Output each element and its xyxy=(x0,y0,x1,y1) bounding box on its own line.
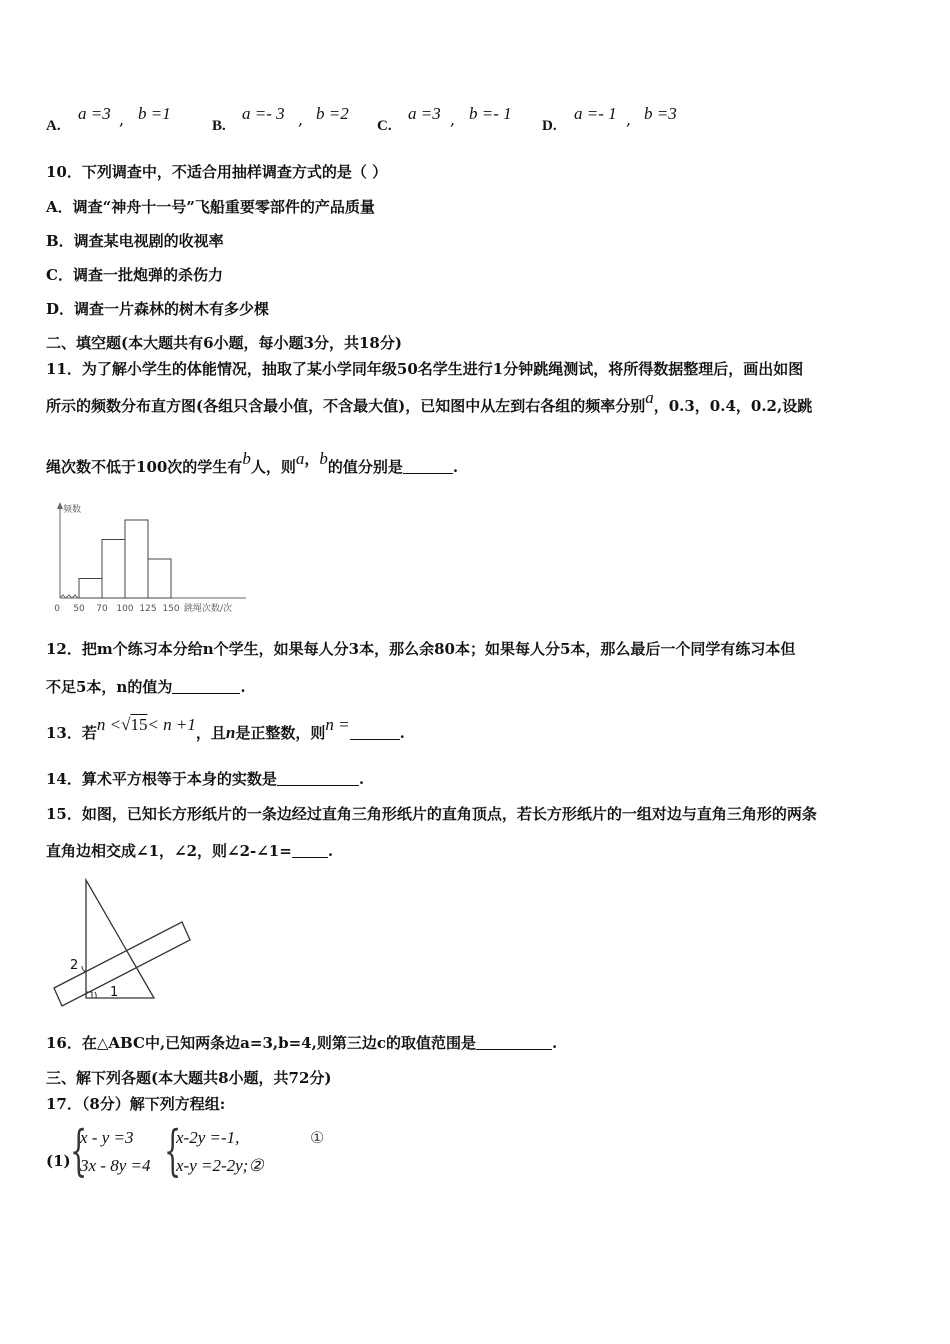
histogram-tick-label: 70 xyxy=(96,604,108,614)
angle-1-label: 1 xyxy=(110,985,119,1000)
option-a-label: A. xyxy=(46,118,61,134)
option-c-expr2: b =- 1 xyxy=(469,104,512,123)
q12-answer-blank xyxy=(172,679,240,694)
q10-option-c: C．调查一批炮弹的杀伤力 xyxy=(46,266,223,284)
histogram-tick-label: 150 xyxy=(162,604,180,614)
q15-line1: 15．如图，已知长方形纸片的一条边经过直角三角形纸片的直角顶点，若长方形纸片的一组对边与直角三角形的两条 xyxy=(46,805,817,823)
histogram-bar-50-70 xyxy=(79,579,102,599)
option-a-expr2: b =1 xyxy=(138,104,171,123)
q11-answer-blank xyxy=(403,459,453,474)
histogram-bar-70-100 xyxy=(102,540,125,599)
q14-answer-blank xyxy=(277,771,359,786)
q16-line: 16．在△ABC中,已知两条边a=3,b=4,则第三边c的取值范围是 . xyxy=(46,1034,558,1052)
q10-option-a: A．调查“神舟十一号”飞船重要零部件的产品质量 xyxy=(46,198,375,216)
q17-part-label: (1) xyxy=(46,1152,71,1170)
circle-1-marker: ① xyxy=(310,1128,325,1147)
option-b-expr1: a =- 3 xyxy=(242,104,285,123)
option-a-expr1: a =3 xyxy=(78,104,111,123)
var-b: b xyxy=(242,449,251,468)
option-c-label: C. xyxy=(377,118,392,134)
histogram-bar-125-150 xyxy=(148,559,171,598)
section-3-heading: 三、解下列各题(本大题共8小题，共72分) xyxy=(46,1069,332,1087)
q14-line: 14．算术平方根等于本身的实数是 . xyxy=(46,770,365,788)
system2-eq1: x-2y =-1, xyxy=(176,1128,240,1147)
section-2-heading: 二、填空题(本大题共有6小题，每小题3分，共18分) xyxy=(46,334,402,352)
option-d-expr1: a =- 1 xyxy=(574,104,617,123)
brace-icon: { xyxy=(70,1119,88,1182)
q17-part1 xyxy=(46,1119,366,1184)
histogram-bar-100-125 xyxy=(125,520,148,598)
right-triangle xyxy=(86,880,154,998)
q10-stem: 10．下列调查中，不适合用抽样调查方式的是（ ） xyxy=(46,163,388,181)
histogram-tick-label: 50 xyxy=(73,604,85,614)
q17-title: 17．（8分）解下列方程组: xyxy=(46,1095,226,1113)
q12-line2: 不足5本，n的值为 . xyxy=(46,678,246,696)
histogram-tick-label: 125 xyxy=(139,604,157,614)
q10-option-d: D．调查一片森林的树木有多少棵 xyxy=(46,300,270,318)
system2-eq2: x-y =2-2y;② xyxy=(176,1156,264,1175)
system1-eq1: x - y =3 xyxy=(80,1128,134,1147)
option-c-expr1: a =3 xyxy=(408,104,441,123)
q13-answer-blank xyxy=(350,725,400,740)
histogram-tick-label: 100 xyxy=(116,604,134,614)
q11-histogram xyxy=(46,500,256,618)
q16-answer-blank xyxy=(476,1035,552,1050)
option-d-expr2: b =3 xyxy=(644,104,677,123)
histogram-tick-label: 0 xyxy=(54,604,60,614)
histogram-y-label: 频数 xyxy=(63,505,82,515)
histogram-x-label: 跳绳次数/次 xyxy=(184,604,233,614)
q9-options: A. a =3 , b =1 B. a =- 3 , b =2 C. a =3 , b =- 1 D. a =- 1 , b =3 xyxy=(46,104,677,134)
system1-eq2: 3x - 8y =4 xyxy=(80,1156,151,1175)
q12-line1: 12．把m个练习本分给n个学生，如果每人分3本，那么余80本；如果每人分5本，那么最后一个同学有练习本但 xyxy=(46,640,796,658)
var-a: a xyxy=(645,388,654,407)
q11-line1: 11．为了解小学生的体能情况，抽取了某小学同年级50名学生进行1分钟跳绳测试，将所得数据整理后，画出如图 xyxy=(46,360,804,378)
option-d-label: D. xyxy=(542,118,557,134)
q13-line: 13．若n <√15< n +1，且n是正整数，则n = . xyxy=(46,715,405,742)
q10-option-b: B．调查某电视剧的收视率 xyxy=(46,232,224,250)
sqrt-icon: √15 xyxy=(121,715,148,734)
angle-2-label: 2 xyxy=(70,958,79,973)
option-b-label: B. xyxy=(212,118,226,134)
q11-line3: 绳次数不低于100次的学生有b人，则a，b的值分别是 . xyxy=(46,449,459,476)
option-b-expr2: b =2 xyxy=(316,104,349,123)
q15-answer-blank xyxy=(292,843,328,858)
q15-line2: 直角边相交成∠1，∠2，则∠2-∠1= . xyxy=(46,842,334,860)
q15-figure xyxy=(46,874,196,1014)
brace-icon: { xyxy=(164,1119,182,1182)
q11-line2: 所示的频数分布直方图(各组只含最小值，不含最大值)，已知图中从左到右各组的频率分别a，0.3，0.4，0.2,设跳 xyxy=(46,388,813,415)
